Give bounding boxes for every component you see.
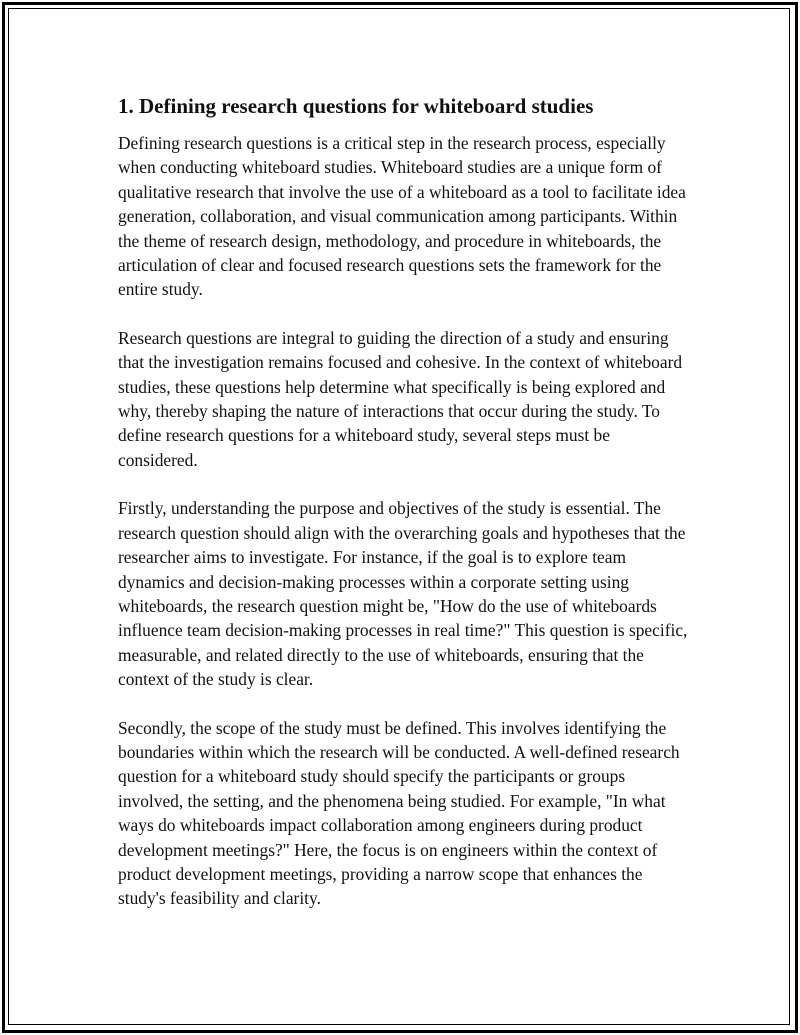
paragraph-objectives: Firstly, understanding the purpose and objectives of the study is essential. The research question should align with the overarching goals and hypotheses that the researcher aims to investigate. For instance, if the goal is to explore team dynamics and decision-making processes within a corporate setting using whiteboards, the research question might be, "How do the use of whiteboards influence team decision-making processes in real time?" This question is specific, measurable, and related directly to the use of whiteboards, ensuring that the context of the study is clear.	[118, 498, 688, 690]
section-heading: 1. Defining research questions for whiteboard studies	[118, 94, 594, 118]
paragraph-purpose: Research questions are integral to guiding the direction of a study and ensuring that the investigation remains focused and cohesive. In the context of whiteboard studies, these questions help determine what specifically is being explored and why, thereby shaping the nature of interactions that occur during the study. To define research questions for a whiteboard study, several steps must be considered.	[118, 327, 683, 470]
paragraph-intro: Defining research questions is a critical step in the research process, especially when conducting whiteboard studies. Whiteboard studies are a unique form of qualitative research that involve the use of a whiteboard as a tool to facilitate idea generation, collaboration, and visual communication among participants. Within the theme of research design, methodology, and procedure in whiteboards, the articulation of clear and focused research questions sets the framework for the entire study.	[118, 133, 686, 300]
paragraph-scope: Secondly, the scope of the study must be defined. This involves identifying the boundaries within which the research will be conducted. A well-defined research question for a whiteboard study should specify the participants or groups involved, the setting, and the phenomena being studied. For example, "In what ways do whiteboards impact collaboration among engineers during product development meetings?" Here, the focus is on engineers within the context of product development meetings, providing a narrow scope that enhances the study's feasibility and clarity.	[118, 717, 680, 909]
document-body	[118, 92, 693, 935]
